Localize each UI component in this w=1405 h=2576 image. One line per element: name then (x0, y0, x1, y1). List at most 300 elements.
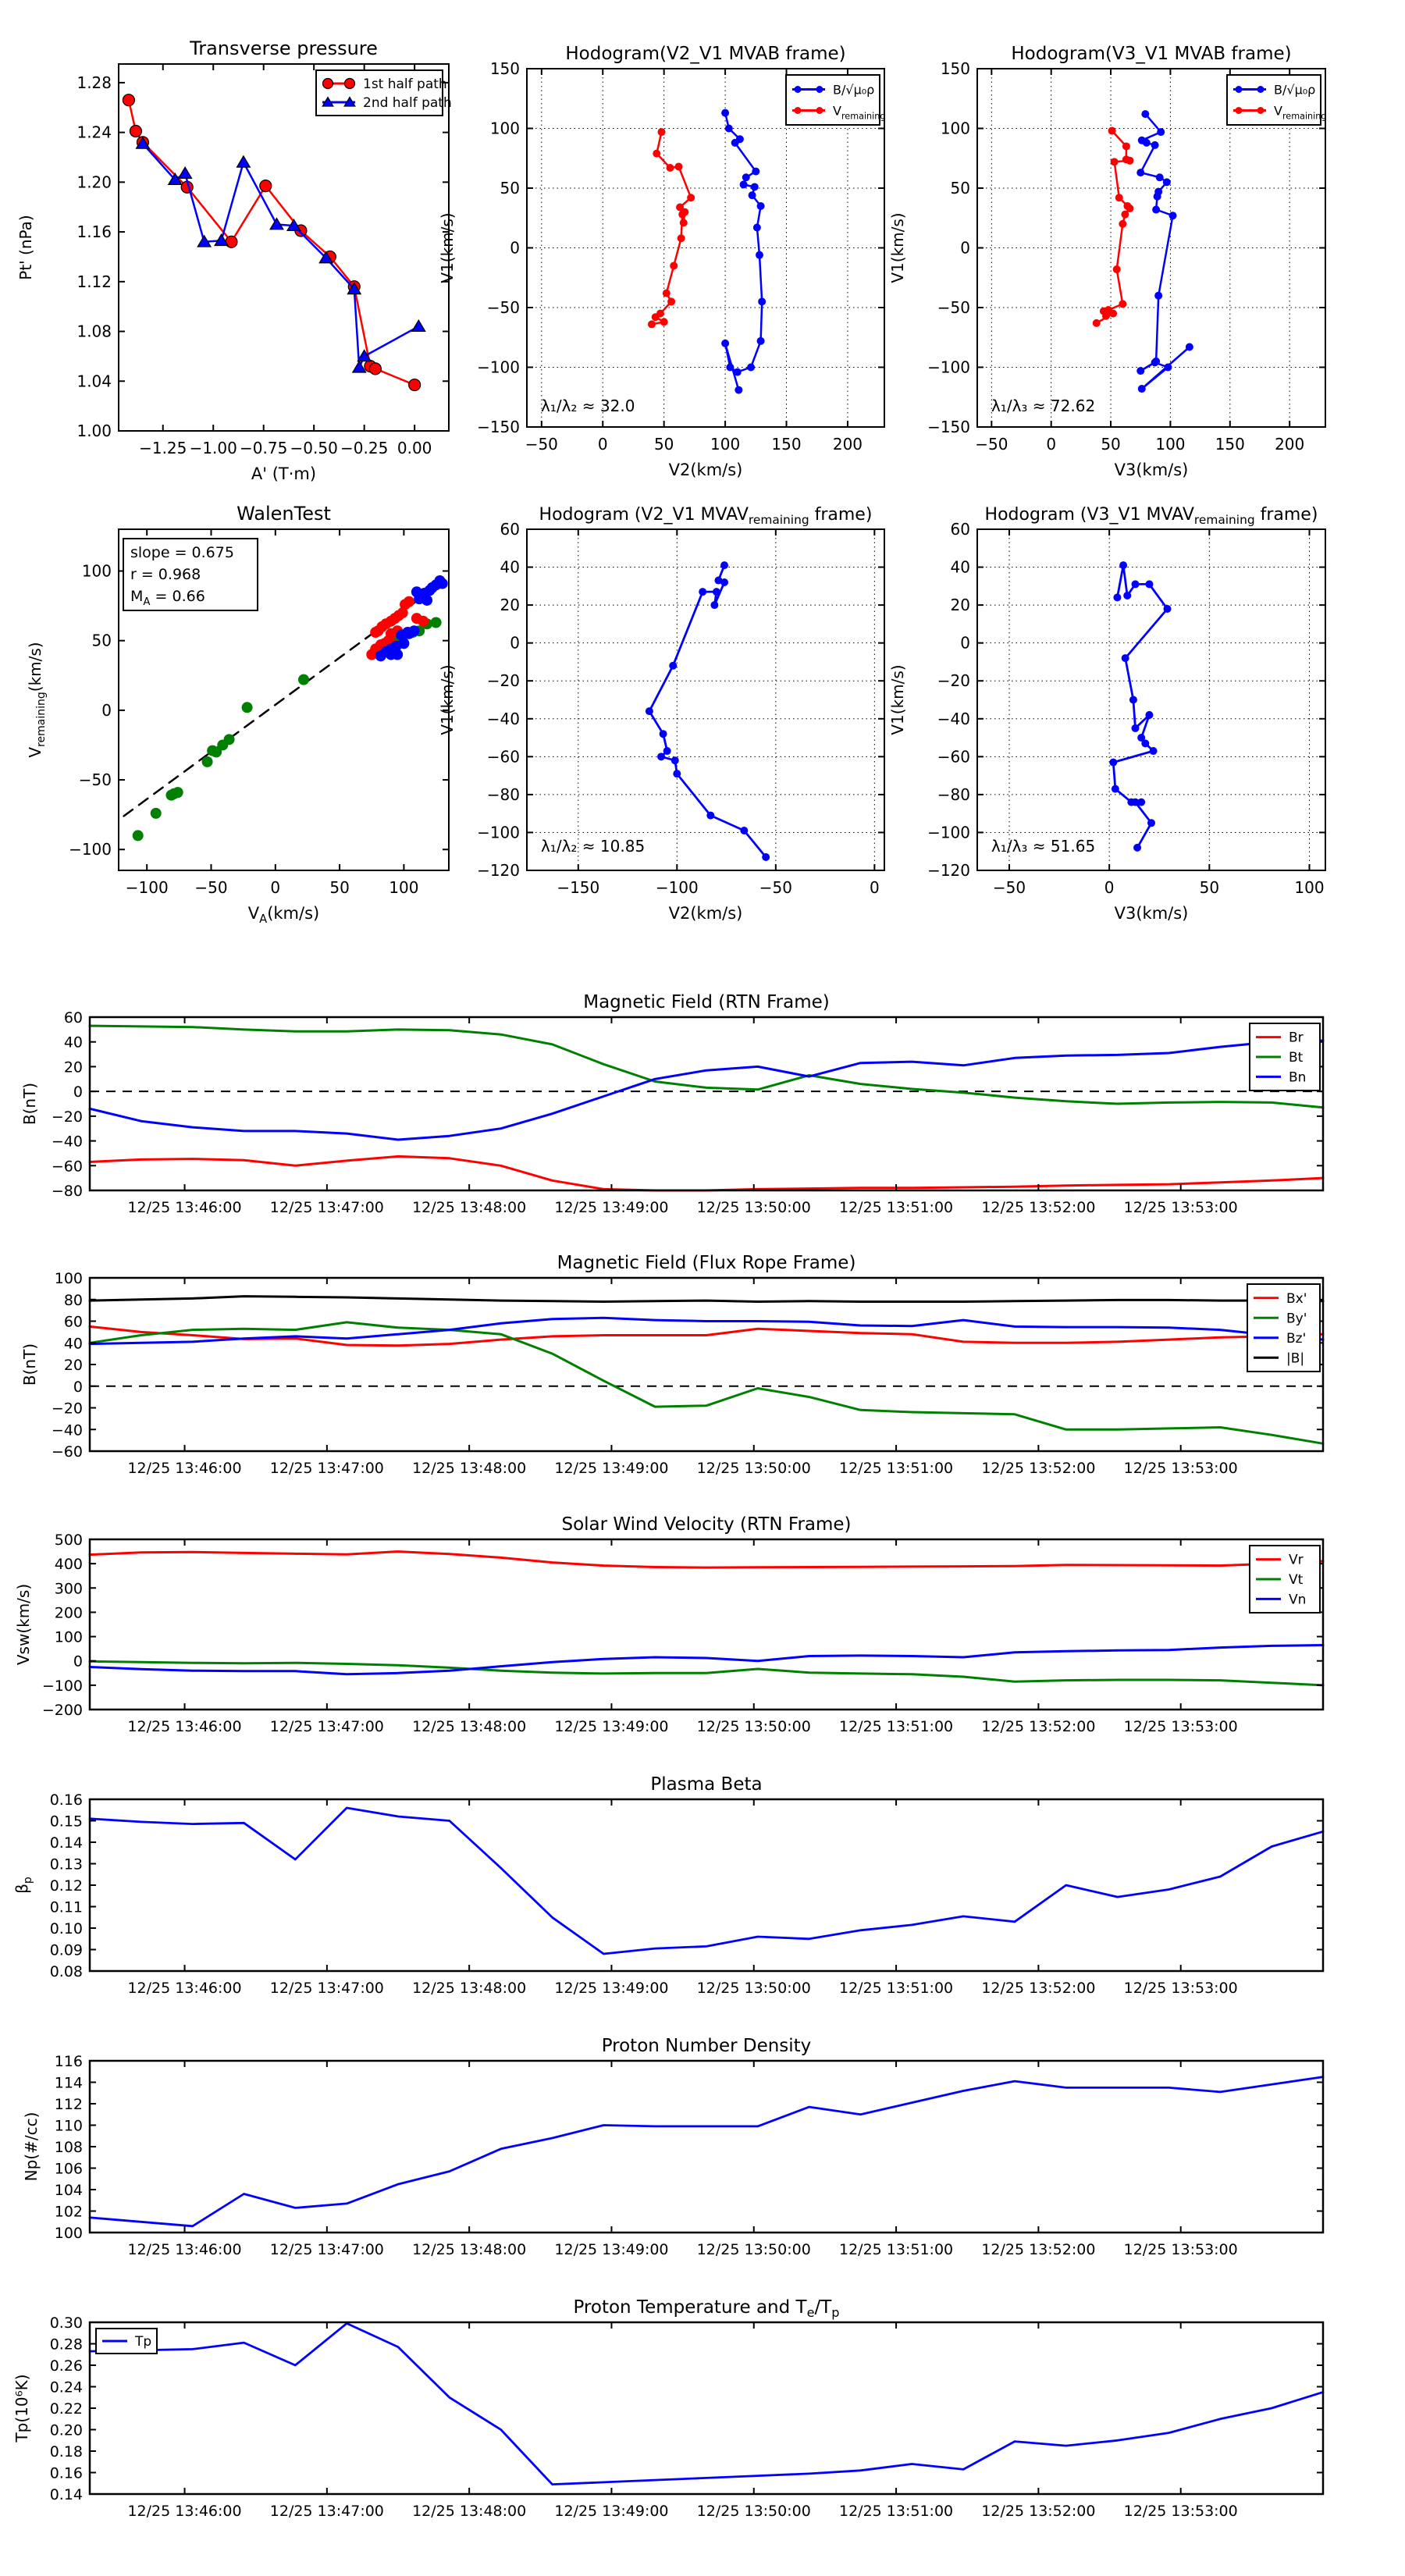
plasma-beta-y-tick-label: 0.08 (49, 1963, 83, 1980)
transverse-pressure-xlabel: A' (T·m) (251, 464, 317, 483)
proton-number-density-y-tick-label: 102 (54, 2203, 83, 2221)
magnetic-field-flux-rope-x-tick-label: 12/25 13:50:00 (696, 1460, 811, 1477)
marker-circle (725, 125, 733, 133)
magnetic-field-rtn-y-tick-label: −80 (51, 1183, 83, 1200)
hodogram-v2v1-mvab-x-tick-label: 50 (653, 435, 674, 454)
hodogram-v3v1-mvav-y-tick-label: −120 (927, 861, 970, 880)
magnetic-field-rtn-y-tick-label: 40 (63, 1034, 83, 1051)
hodogram-v3v1-mvab-xlabel: V3(km/s) (1114, 461, 1189, 479)
hodogram-v2v1-mvab-y-tick-label: 150 (489, 59, 520, 78)
transverse-pressure-x-tick-label: −0.50 (290, 439, 338, 457)
magnetic-field-rtn-ylabel: B(nT) (20, 1082, 39, 1126)
marker-circle (1112, 785, 1119, 793)
hodogram-v3v1-mvav-x-tick-label: 50 (1199, 878, 1220, 897)
hodogram-v2v1-mvab-x-tick-label: 200 (832, 435, 863, 454)
solar-wind-velocity-legend-label: Vr (1289, 1552, 1304, 1568)
proton-temperature-x-tick-label: 12/25 13:49:00 (554, 2503, 669, 2520)
magnetic-field-flux-rope-x-tick-label: 12/25 13:47:00 (269, 1460, 384, 1477)
marker-circle (1109, 759, 1117, 767)
hodogram-v3v1-mvav-y-tick-label: 60 (950, 520, 970, 539)
magnetic-field-flux-rope-y-tick-label: 100 (54, 1270, 83, 1287)
proton-temperature-x-tick-label: 12/25 13:48:00 (412, 2503, 527, 2520)
magnetic-field-flux-rope-legend (1247, 1284, 1320, 1372)
proton-number-density-title: Proton Number Density (601, 2036, 812, 2056)
proton-number-density-x-tick-label: 12/25 13:49:00 (554, 2241, 669, 2258)
hodogram-v3v1-mvab-y-tick-label: 150 (940, 59, 970, 78)
proton-number-density-y-tick-label: 112 (54, 2096, 83, 2113)
magnetic-field-flux-rope-x-tick-label: 12/25 13:53:00 (1123, 1460, 1238, 1477)
hodogram-v2v1-mvab-x-tick-label: −50 (525, 435, 558, 454)
marker-circle (1156, 173, 1164, 181)
plasma-beta-x-tick-label: 12/25 13:49:00 (554, 1980, 669, 1997)
marker-circle (1154, 193, 1161, 201)
proton-temperature-x-tick-label: 12/25 13:53:00 (1123, 2503, 1238, 2520)
marker-circle (1154, 292, 1162, 300)
marker-circle (1129, 696, 1137, 704)
proton-number-density-y-tick-label: 100 (54, 2225, 83, 2242)
transverse-pressure-legend (316, 70, 452, 116)
marker-circle (674, 162, 682, 170)
marker-circle (1257, 86, 1264, 93)
magnetic-field-flux-rope-y-tick-label: 20 (63, 1357, 83, 1374)
marker-circle (1111, 158, 1119, 165)
solar-wind-velocity-x-tick-label: 12/25 13:47:00 (269, 1718, 384, 1735)
marker-circle (151, 808, 162, 819)
hodogram-v3v1-mvab-legend (1227, 75, 1326, 125)
hodogram-v2v1-mvab-y-tick-label: −150 (477, 418, 520, 436)
marker-circle (670, 262, 678, 269)
hodogram-v2v1-mvab-annotation: λ₁/λ₂ ≈ 32.0 (541, 397, 635, 415)
marker-circle (663, 290, 670, 297)
marker-circle (678, 211, 686, 219)
marker-circle (653, 150, 660, 158)
transverse-pressure-y-tick-label: 1.04 (76, 372, 112, 391)
marker-circle (1121, 211, 1129, 219)
hodogram-v2v1-mvav-xlabel: V2(km/s) (668, 904, 743, 923)
marker-circle (173, 787, 183, 798)
hodogram-v3v1-mvav-y-tick-label: −80 (937, 785, 970, 804)
marker-circle (369, 363, 381, 375)
marker-circle (678, 234, 685, 242)
marker-circle (816, 86, 823, 93)
magnetic-field-flux-rope-y-tick-label: 80 (63, 1291, 83, 1309)
solar-wind-velocity-y-tick-label: 100 (54, 1628, 83, 1646)
magnetic-field-flux-rope-x-tick-label: 12/25 13:46:00 (127, 1460, 242, 1477)
hodogram-v2v1-mvav-y-tick-label: 20 (500, 596, 520, 615)
transverse-pressure-y-tick-label: 1.24 (76, 123, 112, 142)
hodogram-v2v1-mvab-x-tick-label: 100 (710, 435, 741, 454)
hodogram-v2v1-mvab-legend-label: $V_{remaining}$ (833, 103, 886, 122)
hodogram-v2v1-mvab-ylabel: V1(km/s) (438, 212, 457, 283)
solar-wind-velocity-y-tick-label: −200 (41, 1702, 83, 1719)
hodogram-v2v1-mvav-y-tick-label: −120 (477, 861, 520, 880)
hodogram-v3v1-mvab-y-tick-label: −50 (937, 298, 970, 317)
hodogram-v3v1-mvab-x-tick-label: −50 (975, 435, 1008, 454)
proton-number-density-y-tick-label: 104 (54, 2182, 83, 2199)
marker-circle (298, 674, 309, 685)
magnetic-field-flux-rope-x-tick-label: 12/25 13:51:00 (839, 1460, 954, 1477)
hodogram-v3v1-mvab-x-tick-label: 200 (1275, 435, 1305, 454)
marker-circle (345, 79, 355, 89)
marker-circle (731, 139, 739, 147)
solar-wind-velocity-y-tick-label: 200 (54, 1604, 83, 1622)
marker-circle (409, 379, 421, 391)
hodogram-v2v1-mvab-y-tick-label: 50 (500, 179, 520, 197)
marker-circle (1164, 605, 1172, 613)
hodogram-v2v1-mvab-y-tick-label: 100 (489, 119, 520, 138)
plasma-beta-x-tick-label: 12/25 13:47:00 (269, 1980, 384, 1997)
proton-number-density-x-tick-label: 12/25 13:50:00 (696, 2241, 811, 2258)
marker-circle (671, 756, 679, 764)
transverse-pressure-y-tick-label: 1.12 (76, 272, 112, 291)
hodogram-v2v1-mvav-x-tick-label: −50 (759, 878, 792, 897)
magnetic-field-flux-rope-x-tick-label: 12/25 13:48:00 (412, 1460, 527, 1477)
marker-circle (1113, 593, 1121, 601)
magnetic-field-flux-rope-y-tick-label: −20 (51, 1400, 83, 1418)
marker-circle (1157, 128, 1165, 136)
plasma-beta-y-tick-label: 0.16 (49, 1791, 83, 1809)
marker-circle (660, 318, 668, 326)
hodogram-v3v1-mvab-legend-label: B/√μ₀ρ (1274, 82, 1316, 98)
plasma-beta-ylabel: $\beta_p$ (12, 1877, 34, 1894)
magnetic-field-flux-rope-y-tick-label: 40 (63, 1335, 83, 1353)
magnetic-field-rtn-x-tick-label: 12/25 13:51:00 (839, 1199, 954, 1216)
marker-circle (721, 340, 729, 347)
marker-circle (663, 747, 671, 755)
magnetic-field-rtn-x-tick-label: 12/25 13:52:00 (981, 1199, 1096, 1216)
magnetic-field-flux-rope-y-tick-label: 60 (63, 1313, 83, 1331)
solar-wind-velocity-x-tick-label: 12/25 13:53:00 (1123, 1718, 1238, 1735)
marker-circle (431, 617, 442, 628)
magnetic-field-rtn-y-tick-label: −60 (51, 1158, 83, 1176)
magnetic-field-rtn-y-tick-label: −20 (51, 1108, 83, 1126)
magnetic-field-flux-rope-title: Magnetic Field (Flux Rope Frame) (557, 1253, 856, 1273)
marker-circle (1131, 580, 1139, 588)
marker-circle (242, 702, 253, 713)
hodogram-v3v1-mvab-y-tick-label: 100 (940, 119, 970, 138)
marker-circle (740, 180, 748, 188)
magnetic-field-flux-rope-y-tick-label: 0 (73, 1378, 83, 1396)
magnetic-field-flux-rope-y-tick-label: −60 (51, 1443, 83, 1461)
solar-wind-velocity-y-tick-label: 0 (73, 1653, 83, 1670)
magnetic-field-rtn-x-tick-label: 12/25 13:53:00 (1123, 1199, 1238, 1216)
walen-test-ylabel: $V_{remaining}(km/s)$ (26, 642, 48, 758)
marker-circle (1145, 580, 1153, 588)
marker-circle (1150, 747, 1158, 755)
transverse-pressure-title: Transverse pressure (190, 37, 378, 59)
hodogram-v2v1-mvav-x-tick-label: −100 (655, 878, 699, 897)
marker-circle (742, 173, 750, 181)
marker-circle (1163, 178, 1171, 186)
hodogram-v3v1-mvab-annotation: λ₁/λ₃ ≈ 72.62 (991, 397, 1096, 415)
solar-wind-velocity-x-tick-label: 12/25 13:51:00 (839, 1718, 954, 1735)
proton-temperature-y-tick-label: 0.30 (49, 2314, 83, 2332)
marker-circle (757, 337, 765, 345)
transverse-pressure-y-tick-label: 1.28 (76, 73, 112, 92)
walen-test-title: WalenTest (237, 503, 331, 525)
marker-circle (710, 601, 718, 609)
hodogram-v3v1-mvav-x-tick-label: 0 (1104, 878, 1115, 897)
transverse-pressure-ylabel: Pt' (nPa) (16, 215, 35, 280)
proton-number-density-ylabel: Np(#/cc) (22, 2112, 41, 2182)
hodogram-v3v1-mvab-y-tick-label: 50 (950, 179, 970, 197)
marker-circle (1123, 592, 1131, 600)
proton-temperature-y-tick-label: 0.24 (49, 2379, 83, 2396)
marker-circle (680, 219, 688, 226)
solar-wind-velocity-y-tick-label: −100 (41, 1677, 83, 1695)
marker-circle (706, 812, 714, 820)
marker-circle (402, 627, 413, 638)
hodogram-v3v1-mvav-xlabel: V3(km/s) (1114, 904, 1189, 923)
marker-circle (648, 320, 656, 328)
walen-test-x-tick-label: −100 (125, 878, 169, 897)
proton-number-density-x-tick-label: 12/25 13:48:00 (412, 2241, 527, 2258)
proton-number-density-y-tick-label: 114 (54, 2074, 83, 2092)
proton-number-density-x-tick-label: 12/25 13:51:00 (839, 2241, 954, 2258)
hodogram-v2v1-mvav-y-tick-label: −100 (477, 823, 520, 842)
marker-circle (749, 191, 756, 199)
proton-temperature-y-tick-label: 0.18 (49, 2443, 83, 2460)
marker-circle (658, 128, 666, 136)
hodogram-v3v1-mvav-ylabel: V1(km/s) (888, 664, 907, 735)
walen-test-y-tick-label: 0 (101, 700, 112, 720)
marker-circle (411, 586, 422, 597)
magnetic-field-rtn-x-tick-label: 12/25 13:49:00 (554, 1199, 669, 1216)
hodogram-v3v1-mvav-y-tick-label: 20 (950, 596, 970, 615)
marker-circle (1151, 358, 1159, 366)
proton-temperature-x-tick-label: 12/25 13:51:00 (839, 2503, 954, 2520)
proton-temperature-y-tick-label: 0.26 (49, 2357, 83, 2375)
solar-wind-velocity-y-tick-label: 400 (54, 1556, 83, 1574)
hodogram-v2v1-mvav-y-tick-label: −40 (486, 709, 520, 728)
hodogram-v3v1-mvab-y-tick-label: 0 (960, 238, 970, 258)
hodogram-v2v1-mvav-y-tick-label: −60 (486, 747, 520, 767)
magnetic-field-rtn-title: Magnetic Field (RTN Frame) (583, 992, 830, 1012)
marker-circle (699, 588, 706, 596)
solar-wind-velocity-legend (1250, 1546, 1320, 1613)
hodogram-v2v1-mvab-xlabel: V2(km/s) (668, 461, 743, 479)
walen-test-y-tick-label: −50 (78, 770, 112, 790)
walen-test-x-tick-label: 0 (270, 878, 281, 897)
marker-circle (657, 753, 665, 760)
marker-circle (1102, 312, 1110, 320)
marker-circle (795, 86, 802, 93)
transverse-pressure-x-tick-label: −0.75 (240, 439, 288, 457)
marker-circle (757, 202, 765, 210)
proton-number-density-y-tick-label: 108 (54, 2139, 83, 2156)
marker-circle (1115, 194, 1123, 201)
hodogram-v2v1-mvav-title: Hodogram (V2_V1 $MVAV_{remaining}$ frame) (539, 505, 873, 527)
marker-circle (762, 853, 770, 861)
proton-number-density-y-tick-label: 106 (54, 2160, 83, 2178)
marker-circle (795, 107, 802, 114)
marker-circle (752, 168, 759, 176)
marker-circle (1138, 385, 1146, 393)
marker-circle (816, 107, 823, 114)
marker-circle (1236, 107, 1243, 114)
hodogram-v3v1-mvav-y-tick-label: 40 (950, 557, 970, 577)
marker-circle (721, 109, 729, 117)
proton-temperature-legend-label: Tp (135, 2334, 152, 2350)
walen-test-x-tick-label: 50 (329, 878, 350, 897)
marker-circle (1119, 220, 1126, 228)
hodogram-v3v1-mvab-y-tick-label: −150 (927, 418, 970, 436)
solar-wind-velocity-x-tick-label: 12/25 13:46:00 (127, 1718, 242, 1735)
hodogram-v2v1-mvab-x-tick-label: 0 (597, 435, 608, 454)
solar-wind-velocity-x-tick-label: 12/25 13:49:00 (554, 1718, 669, 1735)
marker-circle (751, 183, 759, 190)
proton-temperature-y-tick-label: 0.22 (49, 2400, 83, 2418)
marker-circle (1147, 819, 1155, 827)
plasma-beta-y-tick-label: 0.09 (49, 1941, 83, 1959)
marker-circle (1143, 139, 1151, 147)
proton-number-density-x-tick-label: 12/25 13:53:00 (1123, 2241, 1238, 2258)
plasma-beta-y-tick-label: 0.10 (49, 1920, 83, 1937)
marker-circle (1168, 212, 1176, 219)
hodogram-v2v1-mvav-x-tick-label: −150 (557, 878, 600, 897)
marker-circle (1131, 724, 1139, 732)
solar-wind-velocity-title: Solar Wind Velocity (RTN Frame) (561, 1514, 852, 1535)
solar-wind-velocity-legend-label: Vt (1289, 1572, 1304, 1588)
proton-temperature-y-tick-label: 0.28 (49, 2336, 83, 2354)
plasma-beta-x-tick-label: 12/25 13:48:00 (412, 1980, 527, 1997)
marker-circle (418, 616, 429, 627)
transverse-pressure-y-tick-label: 1.16 (76, 222, 112, 242)
hodogram-v3v1-mvav-x-tick-label: −50 (992, 878, 1026, 897)
proton-number-density-y-tick-label: 116 (54, 2053, 83, 2070)
hodogram-v2v1-mvab-y-tick-label: −50 (486, 298, 520, 317)
hodogram-v3v1-mvav-y-tick-label: −20 (937, 671, 970, 691)
marker-circle (652, 313, 660, 321)
walen-test-xlabel: $V_A(km/s)$ (247, 904, 320, 926)
marker-circle (660, 730, 667, 738)
walen-test-y-tick-label: 50 (91, 631, 112, 650)
plasma-beta-x-tick-label: 12/25 13:53:00 (1123, 1980, 1238, 1997)
marker-circle (224, 734, 235, 745)
plasma-beta-title: Plasma Beta (650, 1774, 763, 1795)
plasma-beta-y-tick-label: 0.13 (49, 1856, 83, 1873)
magnetic-field-flux-rope-legend-label: Bz' (1286, 1330, 1307, 1347)
marker-circle (1236, 86, 1243, 93)
solar-wind-velocity-legend-label: Vn (1289, 1592, 1307, 1608)
marker-circle (734, 368, 742, 376)
hodogram-v3v1-mvav-y-tick-label: 0 (960, 633, 970, 653)
plasma-beta-x-tick-label: 12/25 13:46:00 (127, 1980, 242, 1997)
plasma-beta-y-tick-label: 0.15 (49, 1813, 83, 1831)
magnetic-field-rtn-x-tick-label: 12/25 13:50:00 (696, 1199, 811, 1216)
marker-circle (673, 770, 681, 777)
marker-circle (1141, 110, 1149, 118)
solar-wind-velocity-x-tick-label: 12/25 13:50:00 (696, 1718, 811, 1735)
marker-circle (323, 79, 333, 89)
hodogram-v3v1-mvab-y-tick-label: −100 (927, 358, 970, 377)
proton-temperature-x-tick-label: 12/25 13:46:00 (127, 2503, 242, 2520)
marker-circle (667, 297, 675, 305)
marker-circle (1141, 739, 1149, 747)
solar-wind-velocity-x-tick-label: 12/25 13:52:00 (981, 1718, 1096, 1735)
transverse-pressure-legend-label: 2nd half path (363, 95, 452, 111)
magnetic-field-rtn-legend-label: Bn (1289, 1069, 1307, 1086)
hodogram-v2v1-mvab-title: Hodogram(V2_V1 MVAB frame) (565, 44, 846, 64)
hodogram-v3v1-mvav-x-tick-label: 100 (1294, 878, 1325, 897)
transverse-pressure-x-tick-label: −1.00 (189, 439, 237, 457)
plasma-beta-x-tick-label: 12/25 13:51:00 (839, 1980, 954, 1997)
marker-circle (386, 649, 397, 660)
hodogram-v3v1-mvab-x-tick-label: 100 (1155, 435, 1186, 454)
marker-circle (133, 830, 144, 841)
marker-circle (756, 251, 763, 259)
transverse-pressure-y-tick-label: 1.08 (76, 322, 112, 341)
magnetic-field-flux-rope-ylabel: B(nT) (20, 1343, 39, 1386)
magnetic-field-flux-rope-x-tick-label: 12/25 13:49:00 (554, 1460, 669, 1477)
marker-circle (1136, 169, 1144, 176)
marker-circle (123, 94, 134, 106)
plasma-beta-x-tick-label: 12/25 13:52:00 (981, 1980, 1096, 1997)
solar-wind-velocity-y-tick-label: 300 (54, 1580, 83, 1598)
magnetic-field-rtn-x-tick-label: 12/25 13:47:00 (269, 1199, 384, 1216)
marker-circle (667, 164, 674, 172)
hodogram-v3v1-mvav-y-tick-label: −40 (937, 709, 970, 728)
hodogram-v2v1-mvav-y-tick-label: 0 (510, 633, 520, 653)
marker-circle (747, 364, 755, 372)
hodogram-v2v1-mvav-annotation: λ₁/λ₂ ≈ 10.85 (541, 837, 646, 856)
hodogram-v3v1-mvab-legend-label: $V_{remaining}$ (1274, 103, 1327, 122)
marker-circle (422, 595, 432, 606)
transverse-pressure-legend-label: 1st half path (363, 76, 447, 92)
marker-circle (1113, 265, 1121, 273)
marker-circle (1186, 343, 1193, 350)
proton-temperature-x-tick-label: 12/25 13:50:00 (696, 2503, 811, 2520)
marker-circle (1122, 142, 1130, 150)
solar-wind-velocity-y-tick-label: 500 (54, 1532, 83, 1549)
marker-circle (1164, 364, 1172, 372)
magnetic-field-flux-rope-y-tick-label: −40 (51, 1421, 83, 1439)
hodogram-v2v1-mvav-y-tick-label: −20 (486, 671, 520, 691)
hodogram-v2v1-mvav-ylabel: V1(km/s) (438, 664, 457, 735)
hodogram-v2v1-mvav-y-tick-label: 40 (500, 557, 520, 577)
marker-circle (1152, 206, 1160, 214)
magnetic-field-rtn-legend-label: Br (1289, 1030, 1304, 1046)
marker-circle (1257, 107, 1264, 114)
magnetic-field-rtn-y-tick-label: 0 (73, 1083, 83, 1101)
solar-wind-velocity-ylabel: Vsw(km/s) (14, 1583, 33, 1666)
proton-temperature-y-tick-label: 0.14 (49, 2486, 83, 2503)
solar-wind-velocity-x-tick-label: 12/25 13:48:00 (412, 1718, 527, 1735)
proton-temperature-legend (96, 2329, 157, 2354)
hodogram-v2v1-mvav-x-tick-label: 0 (869, 878, 880, 897)
hodogram-v2v1-mvab-legend-label: B/√μ₀ρ (833, 82, 875, 98)
plasma-beta-y-tick-label: 0.11 (49, 1898, 83, 1916)
hodogram-v2v1-mvab-y-tick-label: 0 (510, 238, 520, 258)
proton-temperature-x-tick-label: 12/25 13:47:00 (269, 2503, 384, 2520)
magnetic-field-flux-rope-x-tick-label: 12/25 13:52:00 (981, 1460, 1096, 1477)
marker-circle (1122, 654, 1129, 662)
walen-test-x-tick-label: 100 (389, 878, 419, 897)
magnetic-field-rtn-y-tick-label: 20 (63, 1059, 83, 1076)
hodogram-v3v1-mvav-y-tick-label: −100 (927, 823, 970, 842)
transverse-pressure-x-tick-label: 0.00 (397, 439, 432, 457)
marker-circle (437, 578, 448, 589)
marker-circle (687, 194, 695, 201)
marker-circle (404, 596, 414, 607)
hodogram-v3v1-mvav-annotation: λ₁/λ₃ ≈ 51.65 (991, 837, 1096, 856)
hodogram-v2v1-mvav-y-tick-label: −80 (486, 785, 520, 804)
marker-circle (735, 386, 742, 394)
hodogram-v3v1-mvav-title: Hodogram (V3_V1 $MVAV_{remaining}$ frame) (984, 505, 1318, 527)
marker-circle (260, 180, 272, 192)
proton-number-density-x-tick-label: 12/25 13:46:00 (127, 2241, 242, 2258)
magnetic-field-rtn-y-tick-label: −40 (51, 1133, 83, 1151)
